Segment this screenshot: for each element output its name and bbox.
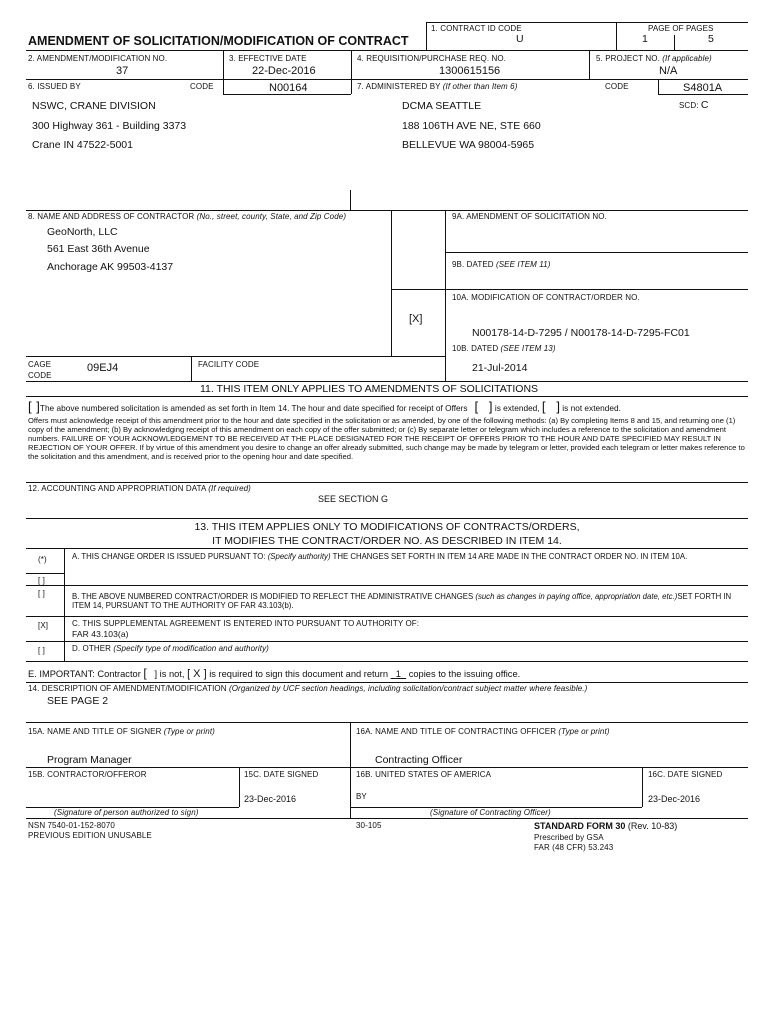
dated-10b-value: 21-Jul-2014 bbox=[472, 362, 528, 374]
rule bbox=[26, 482, 748, 483]
prescribed-by: Prescribed by GSA bbox=[534, 833, 604, 842]
cage-value: 09EJ4 bbox=[87, 362, 119, 374]
contractor-name: GeoNorth, LLC bbox=[47, 226, 118, 238]
description-value: SEE PAGE 2 bbox=[47, 695, 109, 707]
date-signed-16c-value: 23-Dec-2016 bbox=[648, 794, 701, 804]
contractor-label: 8. NAME AND ADDRESS OF CONTRACTOR (No., street, county, State, and Zip Code) bbox=[28, 212, 347, 221]
rule bbox=[616, 22, 617, 50]
rule bbox=[26, 641, 748, 642]
amendment-no-value: 37 bbox=[116, 65, 129, 77]
rule bbox=[26, 661, 748, 662]
project-no-label: 5. PROJECT NO. (If applicable) bbox=[596, 54, 712, 63]
rule bbox=[658, 94, 748, 95]
facility-code-label: FACILITY CODE bbox=[198, 360, 260, 369]
rule bbox=[26, 396, 748, 397]
signer-title-value: Program Manager bbox=[47, 754, 132, 766]
contract-id-label: 1. CONTRACT ID CODE bbox=[431, 24, 522, 33]
modification-checkbox[interactable]: [X] bbox=[409, 313, 423, 325]
item11-line1: [ ]The above numbered solicitation is amended as set forth in Item 14. The hour and date specified for receipt of Offers [ ] is extended, [ ] is not extended. bbox=[28, 399, 621, 414]
signature-15-caption: (Signature of person authorized to sign) bbox=[54, 808, 199, 817]
rule bbox=[26, 381, 748, 382]
rule bbox=[658, 79, 659, 94]
page-number: 1 bbox=[642, 33, 648, 45]
rule bbox=[589, 50, 590, 79]
accounting-label: 12. ACCOUNTING AND APPROPRIATION DATA (If required) bbox=[28, 484, 251, 493]
scd-label: SCD: C bbox=[679, 99, 709, 111]
issuer-street: 300 Highway 361 - Building 3373 bbox=[32, 120, 187, 132]
rule bbox=[223, 79, 224, 94]
checkbox-13a[interactable]: (*) bbox=[38, 555, 47, 564]
rule bbox=[26, 210, 748, 211]
item11-title: 11. THIS ITEM ONLY APPLIES TO AMENDMENTS OF SOLICITATIONS bbox=[200, 383, 539, 395]
amendment-of-solicitation-label: 9A. AMENDMENT OF SOLICITATION NO. bbox=[452, 212, 607, 221]
rule bbox=[223, 94, 351, 95]
cage-label: CAGE bbox=[28, 360, 52, 369]
description-label: 14. DESCRIPTION OF AMENDMENT/MODIFICATION (Organized by UCF section headings, including solicitation/contract subject matter where feasible.) bbox=[28, 684, 588, 693]
project-no-value: N/A bbox=[659, 65, 678, 77]
issuer-code-value: N00164 bbox=[269, 82, 308, 94]
admin-code-label: CODE bbox=[605, 82, 629, 91]
rule bbox=[26, 50, 748, 51]
rule bbox=[191, 356, 192, 381]
usa-label: 16B. UNITED STATES OF AMERICA bbox=[356, 770, 492, 779]
date-signed-15c-label: 15C. DATE SIGNED bbox=[244, 770, 319, 779]
dated-9b-label: 9B. DATED (SEE ITEM 11) bbox=[452, 260, 551, 269]
issuer-name: NSWC, CRANE DIVISION bbox=[32, 100, 156, 112]
item13c-authority: FAR 43.103(a) bbox=[72, 629, 129, 639]
checkbox-13b[interactable]: [ ] bbox=[38, 589, 45, 598]
date-signed-16c-label: 16C. DATE SIGNED bbox=[648, 770, 723, 779]
important-line: E. IMPORTANT: Contractor [ ] is not, [ X ] is required to sign this document and return 1 copies to the issuing office. bbox=[28, 666, 521, 680]
rule bbox=[426, 22, 748, 23]
cage-label-2: CODE bbox=[28, 371, 52, 380]
page-of-pages-label: PAGE OF PAGES bbox=[648, 24, 714, 33]
item13-title-1: 13. THIS ITEM APPLIES ONLY TO MODIFICATIONS OF CONTRACTS/ORDERS, bbox=[194, 521, 580, 533]
rule bbox=[26, 79, 748, 80]
contract-id-value: U bbox=[516, 33, 524, 45]
signature-16-caption: (Signature of Contracting Officer) bbox=[430, 808, 551, 817]
rule bbox=[426, 22, 427, 50]
rule bbox=[350, 190, 351, 210]
rule bbox=[642, 767, 643, 807]
rule bbox=[26, 585, 748, 586]
rule bbox=[674, 35, 675, 50]
admin-city: BELLEVUE WA 98004-5965 bbox=[402, 139, 535, 151]
rule bbox=[26, 818, 748, 819]
checkbox-13d[interactable]: [ ] bbox=[38, 646, 45, 655]
rule bbox=[445, 252, 748, 253]
effective-date-label: 3. EFFECTIVE DATE bbox=[229, 54, 307, 63]
administered-by-label: 7. ADMINISTERED BY (If other than Item 6) bbox=[357, 82, 518, 91]
modification-no-value: N00178-14-D-7295 / N00178-14-D-7295-FC01 bbox=[472, 327, 690, 339]
item13a-text: A. THIS CHANGE ORDER IS ISSUED PURSUANT TO: (Specify authority) THE CHANGES SET FORTH IN ITEM 14 ARE MADE IN THE CONTRACT ORDER NO. IN ITEM 10A. bbox=[72, 552, 688, 561]
contractor-offeror-label: 15B. CONTRACTOR/OFFEROR bbox=[28, 770, 147, 779]
requisition-label: 4. REQUISITION/PURCHASE REQ. NO. bbox=[357, 54, 507, 63]
rule bbox=[26, 616, 748, 617]
form-title: AMENDMENT OF SOLICITATION/MODIFICATION OF CONTRACT bbox=[28, 34, 409, 48]
issuer-city: Crane IN 47522-5001 bbox=[32, 139, 133, 151]
officer-name-label: 16A. NAME AND TITLE OF CONTRACTING OFFICER (Type or print) bbox=[356, 727, 610, 736]
admin-street: 188 106TH AVE NE, STE 660 bbox=[402, 120, 541, 132]
rule bbox=[239, 767, 240, 807]
rule bbox=[26, 518, 748, 519]
modification-no-label: 10A. MODIFICATION OF CONTRACT/ORDER NO. bbox=[452, 293, 640, 302]
nsn-number: NSN 7540-01-152-8070 bbox=[28, 821, 115, 830]
admin-code-value: S4801A bbox=[683, 82, 723, 94]
standard-form-id: STANDARD FORM 30 (Rev. 10-83) bbox=[534, 821, 678, 831]
amendment-no-label: 2. AMENDMENT/MODIFICATION NO. bbox=[28, 54, 168, 63]
issued-by-label: 6. ISSUED BY bbox=[28, 82, 81, 91]
total-pages: 5 bbox=[708, 33, 714, 45]
rule bbox=[445, 210, 446, 381]
form-number: 30-105 bbox=[356, 821, 382, 830]
item13d-text: D. OTHER (Specify type of modification and authority) bbox=[72, 644, 269, 653]
rule bbox=[391, 289, 748, 290]
by-label: BY bbox=[356, 792, 367, 801]
rule bbox=[64, 548, 65, 661]
rule bbox=[350, 722, 351, 818]
item13c-text: C. THIS SUPPLEMENTAL AGREEMENT IS ENTERED INTO PURSUANT TO AUTHORITY OF: bbox=[72, 619, 420, 628]
checkbox-13-blank[interactable]: [ ] bbox=[38, 576, 45, 585]
requisition-value: 1300615156 bbox=[439, 65, 501, 77]
rule bbox=[26, 356, 445, 357]
issuer-code-label: CODE bbox=[190, 82, 214, 91]
admin-name: DCMA SEATTLE bbox=[402, 100, 482, 112]
rule bbox=[351, 50, 352, 94]
contractor-city: Anchorage AK 99503-4137 bbox=[47, 261, 174, 273]
rule bbox=[26, 682, 748, 683]
rule bbox=[26, 548, 748, 549]
accounting-value: SEE SECTION G bbox=[318, 494, 389, 504]
rule bbox=[391, 210, 392, 356]
item13b-text: B. THE ABOVE NUMBERED CONTRACT/ORDER IS MODIFIED TO REFLECT THE ADMINISTRATIVE CHANGES (such as changes in paying office, appropriation date, etc.)SET FORTH IN ITEM 14, PURSUANT TO THE AUTHORITY OF FAR 43.103(b). bbox=[72, 592, 732, 611]
previous-edition-note: PREVIOUS EDITION UNUSABLE bbox=[28, 831, 152, 840]
rule bbox=[26, 722, 748, 723]
far-reference: FAR (48 CFR) 53.243 bbox=[534, 843, 614, 852]
rule bbox=[26, 767, 748, 768]
item13-title-2: IT MODIFIES THE CONTRACT/ORDER NO. AS DESCRIBED IN ITEM 14. bbox=[212, 535, 562, 547]
checkbox-13c[interactable]: [X] bbox=[38, 621, 49, 630]
rule bbox=[26, 573, 64, 574]
item11-paragraph: Offers must acknowledge receipt of this amendment prior to the hour and date specified in the solicitation or as amended, by one of the following methods: (a) By completing Items 8 and 15, and returning one (1) copy of the amendment; (b) By acknowledging receipt of this amendment on each copy of the offer submitted; or (c) By separate letter or telegram which includes a reference to the solicitation and amendment numbers. FAILURE OF YOUR ACKNOWLEDGEMENT TO BE RECEIVED AT THE PLACE DESIGNATED FOR THE RECEIPT OF OFFERS PRIOR TO THE HOUR AND DATE SPECIFIED MAY RESULT IN REJECTION OF YOUR OFFER. If by virtue of this amendment you desire to change an offer already submitted, such change may be made by telegram or letter, provided each telegram or letter makes reference to the solicitation and this amendment, and is received prior to the opening hour and date specified. bbox=[28, 416, 745, 462]
dated-10b-label: 10B. DATED (SEE ITEM 13) bbox=[452, 344, 556, 353]
signer-name-label: 15A. NAME AND TITLE OF SIGNER (Type or print) bbox=[28, 727, 215, 736]
contractor-street: 561 East 36th Avenue bbox=[47, 243, 150, 255]
rule bbox=[223, 50, 224, 79]
effective-date-value: 22-Dec-2016 bbox=[252, 65, 316, 77]
date-signed-15c-value: 23-Dec-2016 bbox=[244, 794, 297, 804]
officer-title-value: Contracting Officer bbox=[375, 754, 463, 766]
